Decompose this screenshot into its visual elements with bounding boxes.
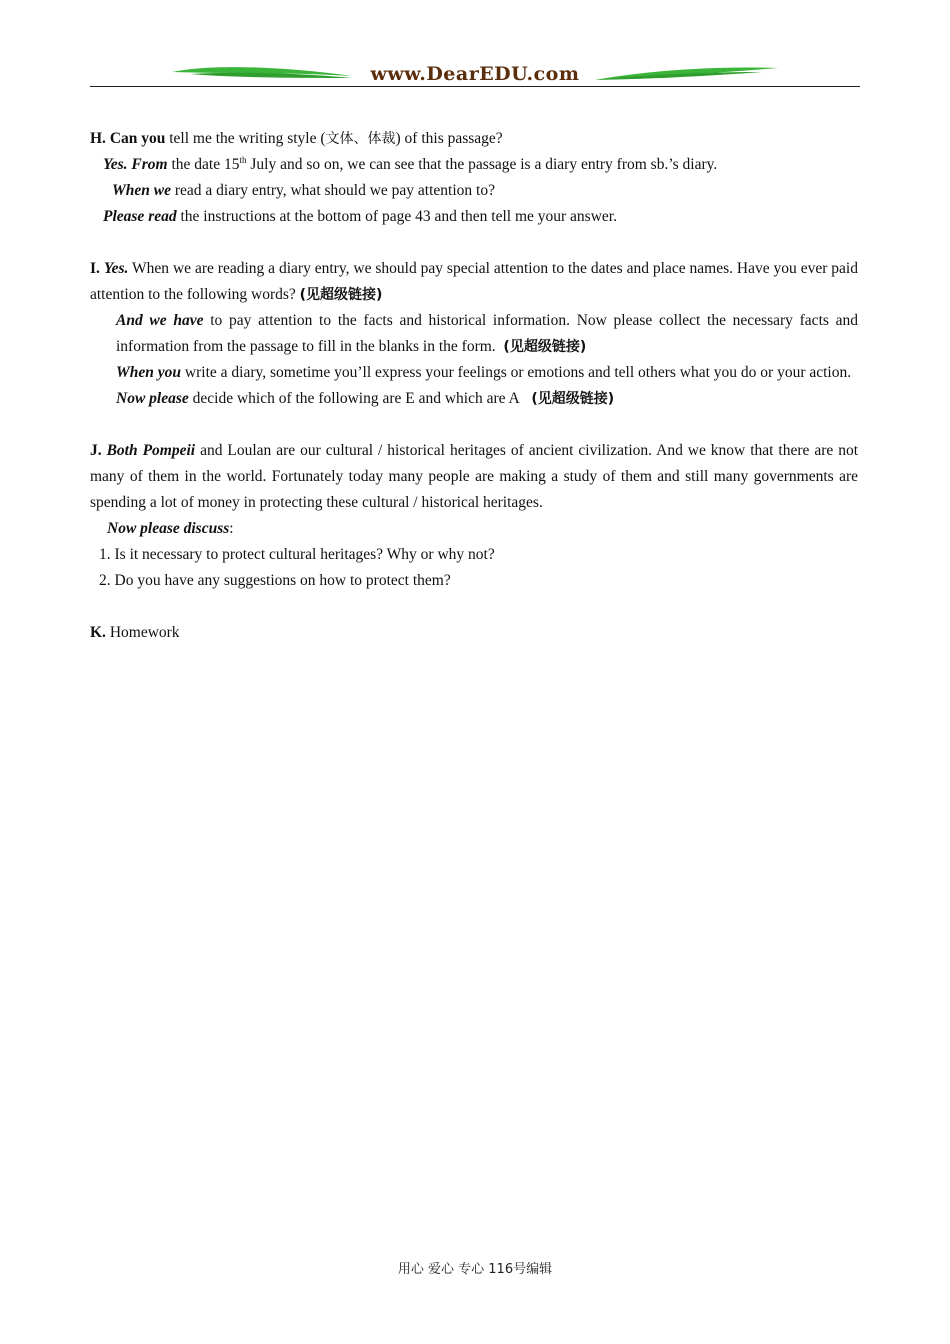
section-h-line-4 [90, 204, 858, 230]
bold-italic-phrase: Yes. From [103, 156, 168, 173]
body-text: : [229, 520, 234, 537]
chinese-text: 文体、体裁 [325, 131, 396, 147]
bold-italic-phrase: Now please discuss [107, 520, 230, 537]
spacer [90, 412, 858, 438]
section-h-line-3 [90, 178, 858, 204]
hyperlink-note[interactable]: (见超级链接) [299, 287, 383, 303]
section-label: J. [90, 442, 102, 459]
bold-italic-phrase: When we [112, 182, 171, 199]
section-j-para-1 [90, 438, 858, 516]
homework-text: Homework [109, 624, 180, 641]
header-rule [90, 86, 860, 87]
bold-italic-phrase: When you [116, 364, 182, 381]
section-i-para-3 [116, 360, 858, 386]
body-text: read a diary entry, what should we pay attention to? [174, 182, 495, 199]
section-label: H. [90, 130, 106, 147]
body-text: When we are reading a diary entry, we should pay special attention to the dates and place names. Have you ever paid attention to the following words? [90, 260, 858, 303]
site-logo-text: www.DearEDU.com [370, 63, 580, 85]
section-j-discuss [107, 516, 858, 542]
section-i [90, 256, 858, 412]
bold-italic-phrase: And we have [116, 312, 204, 329]
page-footer: 用心 爱心 专心 116号编辑 [397, 1262, 553, 1277]
bold-italic-phrase: Now please [116, 390, 189, 407]
body-text: and Loulan are our cultural / historical heritages of ancient civilization. And we know that there are not many of them in the world. Fortunately today many people are making a study of them and still many governments are spending a lot of money in protecting these cultural / historical heritages. [90, 442, 859, 511]
section-label: I. [90, 260, 100, 277]
document-body [90, 126, 858, 646]
section-i-para-4 [116, 386, 858, 412]
body-text: write a diary, sometime you’ll express your feelings or emotions and tell others what you do or your action. [184, 364, 852, 381]
section-label: K. [90, 624, 106, 641]
bold-phrase: Can you [109, 130, 166, 147]
hyperlink-note[interactable]: (见超级链接) [503, 339, 587, 355]
section-h [90, 126, 858, 230]
body-text: the instructions at the bottom of page 43 and then tell me your answer. [180, 208, 617, 225]
section-k [90, 620, 858, 646]
body-text: July and so on, we can see that the passage is a diary entry from sb.’s diary. [250, 156, 718, 173]
section-h-line-2 [90, 152, 858, 178]
bold-italic-phrase: Please read [103, 208, 177, 225]
spacer [90, 594, 858, 620]
body-text: to pay attention to the facts and historical information. Now please collect the necessary facts and information from the passage to fill in the blanks in the form. [116, 312, 858, 355]
bold-italic-phrase: Both Pompeii [106, 442, 196, 459]
discussion-question-1: 1. Is it necessary to protect cultural heritages? Why or why not? [99, 546, 495, 563]
section-h-question [90, 126, 858, 152]
section-j [90, 438, 858, 542]
discussion-question-2: 2. Do you have any suggestions on how to protect them? [99, 572, 451, 589]
bold-italic-phrase: Yes. [103, 260, 129, 277]
hyperlink-note[interactable]: (见超级链接) [531, 391, 615, 407]
section-i-para-2 [116, 308, 858, 360]
section-i-para-1 [90, 256, 858, 308]
body-text: ) of this passage? [395, 130, 503, 147]
body-text: the date 15 [171, 156, 240, 173]
body-text: decide which of the following are E and which are A [192, 390, 520, 407]
spacer [90, 230, 858, 256]
superscript: th [239, 154, 247, 165]
body-text: tell me the writing style ( [169, 130, 326, 147]
site-header [90, 62, 860, 88]
